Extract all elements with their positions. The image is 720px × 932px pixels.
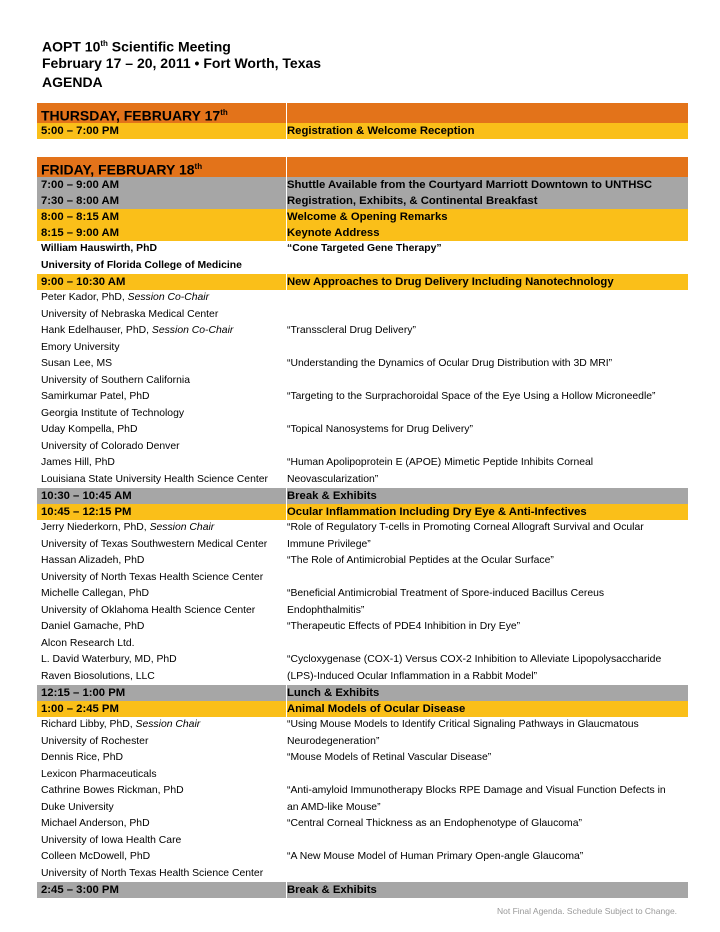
time-slot: 8:15 – 9:00 AM — [37, 225, 287, 241]
talk-title-continued: Endophthalmitis” — [287, 604, 365, 616]
schedule-row — [37, 882, 688, 898]
speaker-name-line — [41, 619, 286, 636]
session-title: Keynote Address — [287, 227, 380, 239]
session-title: Animal Models of Ocular Disease — [287, 703, 466, 715]
speaker-row — [37, 783, 688, 816]
speaker-name: Daniel Gamache, PhD — [41, 621, 145, 632]
speaker-name: Dennis Rice, PhD — [41, 752, 124, 763]
speaker-name-line — [41, 356, 286, 373]
session-title: New Approaches to Drug Delivery Including Nanotechnology — [287, 276, 614, 288]
speaker-name: Colleen McDowell, PhD — [41, 851, 151, 862]
speaker-role: Session Chair — [135, 719, 201, 730]
talk-title-continued: Immune Privilege” — [287, 538, 371, 550]
speaker-name-line — [41, 323, 286, 340]
talk-title: “Beneficial Antimicrobial Treatment of Spore-induced Bacillus Cereus — [287, 588, 605, 599]
schedule-row — [37, 274, 688, 290]
speaker-affiliation: University of Florida College of Medicine — [41, 259, 242, 271]
talk-title-continued: (LPS)-Induced Ocular Inflammation in a Rabbit Model” — [287, 670, 538, 682]
speaker-name-line — [41, 290, 286, 307]
speaker-row — [37, 455, 688, 488]
talk-title: “Role of Regulatory T-cells in Promoting Corneal Allograft Survival and Ocular — [287, 522, 644, 533]
speaker-row — [37, 241, 688, 274]
speaker-affiliation: Lexicon Pharmaceuticals — [41, 768, 157, 780]
session-title: Welcome & Opening Remarks — [287, 211, 448, 223]
speaker-role: Session Co-Chair — [151, 325, 234, 336]
speaker-affiliation: University of Nebraska Medical Center — [41, 308, 219, 320]
schedule-row — [37, 193, 688, 209]
time-slot: 7:30 – 8:00 AM — [37, 193, 287, 209]
session-title: Shuttle Available from the Courtyard Marriott Downtown to UNTHSC — [287, 179, 653, 191]
talk-title: “Using Mouse Models to Identify Critical Signaling Pathways in Glaucmatous — [287, 719, 639, 730]
speaker-name: Hank Edelhauser, PhD, — [41, 325, 150, 336]
speaker-role: Session Co-Chair — [127, 292, 210, 303]
schedule-row — [37, 177, 688, 193]
speaker-affiliation: University of Colorado Denver — [41, 440, 180, 452]
talk-title: “The Role of Antimicrobial Peptides at the Ocular Surface” — [287, 555, 554, 566]
speaker-name: James Hill, PhD — [41, 457, 115, 468]
speaker-name: Richard Libby, PhD, — [41, 719, 133, 730]
speaker-row — [37, 652, 688, 685]
talk-title: “Human Apolipoprotein E (APOE) Mimetic Peptide Inhibits Corneal — [287, 457, 594, 468]
speaker-name-line — [41, 586, 286, 603]
speaker-row — [37, 389, 688, 422]
speaker-affiliation: Duke University — [41, 801, 114, 813]
speaker-name-line — [41, 553, 286, 570]
speaker-role: Session Chair — [149, 522, 215, 533]
speaker-row — [37, 553, 688, 586]
talk-title-continued: Neovascularization” — [287, 473, 379, 485]
footer-note: Not Final Agenda. Schedule Subject to Change. — [497, 906, 678, 916]
speaker-name: Cathrine Bowes Rickman, PhD — [41, 785, 184, 796]
speaker-name: Michelle Callegan, PhD — [41, 588, 150, 599]
schedule-row — [37, 209, 688, 225]
talk-title: “Transscleral Drug Delivery” — [287, 325, 416, 336]
talk-title-continued: an AMD-like Mouse” — [287, 801, 381, 813]
speaker-name: Susan Lee, MS — [41, 358, 113, 369]
time-slot: 8:00 – 8:15 AM — [37, 209, 287, 225]
speaker-row — [37, 586, 688, 619]
time-slot: 10:45 – 12:15 PM — [37, 504, 287, 520]
talk-title: “Central Corneal Thickness as an Endophenotype of Glaucoma” — [287, 818, 582, 829]
session-title: Lunch & Exhibits — [287, 687, 380, 699]
friday-day-header: FRIDAY, FEBRUARY 18th — [37, 157, 688, 177]
speaker-affiliation: Alcon Research Ltd. — [41, 637, 135, 649]
speaker-name-line — [41, 422, 286, 439]
speaker-affiliation: Louisiana State University Health Science Center — [41, 473, 268, 485]
time-slot: 9:00 – 10:30 AM — [37, 274, 287, 290]
speaker-affiliation: University of Southern California — [41, 374, 191, 386]
meeting-date-location: February 17 – 20, 2011 • Fort Worth, Texas — [42, 55, 322, 71]
speaker-row — [37, 520, 688, 553]
talk-title: “Topical Nanosystems for Drug Delivery” — [287, 424, 473, 435]
meeting-title: AOPT 10th Scientific Meeting — [42, 38, 231, 55]
speaker-row — [37, 356, 688, 389]
speaker-affiliation: University of North Texas Health Science Center — [41, 867, 264, 879]
speaker-row — [37, 849, 688, 882]
time-slot: 2:45 – 3:00 PM — [37, 882, 287, 898]
time-slot: 10:30 – 10:45 AM — [37, 488, 287, 504]
speaker-name: Michael Anderson, PhD — [41, 818, 150, 829]
speaker-name-line — [41, 783, 286, 800]
speaker-row — [37, 422, 688, 455]
speaker-row — [37, 619, 688, 652]
speaker-row — [37, 717, 688, 750]
speaker-name-line — [41, 652, 286, 669]
speaker-name: William Hauswirth, PhD — [41, 243, 157, 254]
talk-title: “Targeting to the Surprachoroidal Space of the Eye Using a Hollow Microneedle” — [287, 391, 656, 402]
speaker-affiliation: University of Rochester — [41, 735, 149, 747]
speaker-affiliation: Emory University — [41, 341, 120, 353]
thursday-table — [37, 103, 688, 139]
speaker-name: Jerry Niederkorn, PhD, — [41, 522, 147, 533]
session-title: Registration & Welcome Reception — [287, 125, 475, 137]
talk-title-continued: Neurodegeneration” — [287, 735, 380, 747]
speaker-name-line — [41, 520, 286, 537]
speaker-affiliation: Raven Biosolutions, LLC — [41, 670, 155, 682]
talk-title: “Anti-amyloid Immunotherapy Blocks RPE Damage and Visual Function Defects in — [287, 785, 666, 796]
speaker-name: Peter Kador, PhD, — [41, 292, 125, 303]
thursday-day-header: THURSDAY, FEBRUARY 17th — [37, 103, 688, 123]
time-slot: 1:00 – 2:45 PM — [37, 701, 287, 717]
speaker-name: Uday Kompella, PhD — [41, 424, 138, 435]
time-slot: 5:00 – 7:00 PM — [37, 123, 287, 139]
talk-title: “Therapeutic Effects of PDE4 Inhibition in Dry Eye” — [287, 621, 521, 632]
session-title: Ocular Inflammation Including Dry Eye & Anti-Infectives — [287, 506, 587, 518]
session-title: Break & Exhibits — [287, 884, 377, 896]
session-title: Registration, Exhibits, & Continental Breakfast — [287, 195, 538, 207]
schedule-row — [37, 225, 688, 241]
time-slot: 12:15 – 1:00 PM — [37, 685, 287, 701]
speaker-name-line — [41, 389, 286, 406]
schedule-row — [37, 701, 688, 717]
speaker-affiliation: University of Oklahoma Health Science Center — [41, 604, 256, 616]
speaker-name-line — [41, 816, 286, 833]
talk-title: “Understanding the Dynamics of Ocular Drug Distribution with 3D MRI” — [287, 358, 613, 369]
speaker-affiliation: University of Iowa Health Care — [41, 834, 182, 846]
speaker-name: Samirkumar Patel, PhD — [41, 391, 150, 402]
speaker-row — [37, 290, 688, 323]
schedule-row — [37, 488, 688, 504]
talk-title: “A New Mouse Model of Human Primary Open-angle Glaucoma” — [287, 851, 584, 862]
talk-title: “Mouse Models of Retinal Vascular Disease” — [287, 752, 492, 763]
speaker-row — [37, 750, 688, 783]
speaker-name: L. David Waterbury, MD, PhD — [41, 654, 177, 665]
session-title: Break & Exhibits — [287, 490, 377, 502]
speaker-name-line — [41, 455, 286, 472]
agenda-heading: AGENDA — [42, 74, 103, 90]
schedule-row — [37, 685, 688, 701]
time-slot: 7:00 – 9:00 AM — [37, 177, 287, 193]
speaker-row — [37, 816, 688, 849]
schedule-row — [37, 504, 688, 520]
friday-table — [37, 157, 688, 898]
speaker-affiliation: Georgia Institute of Technology — [41, 407, 185, 419]
speaker-affiliation: University of North Texas Health Science Center — [41, 571, 264, 583]
speaker-name-line — [41, 750, 286, 767]
speaker-affiliation: University of Texas Southwestern Medical Center — [41, 538, 268, 550]
talk-title: “Cone Targeted Gene Therapy” — [287, 243, 442, 254]
schedule-row — [37, 123, 688, 139]
speaker-name-line — [41, 717, 286, 734]
speaker-name-line — [41, 849, 286, 866]
talk-title: “Cycloxygenase (COX-1) Versus COX-2 Inhibition to Alleviate Lipopolysaccharide — [287, 654, 662, 665]
speaker-name: Hassan Alizadeh, PhD — [41, 555, 145, 566]
speaker-row — [37, 323, 688, 356]
